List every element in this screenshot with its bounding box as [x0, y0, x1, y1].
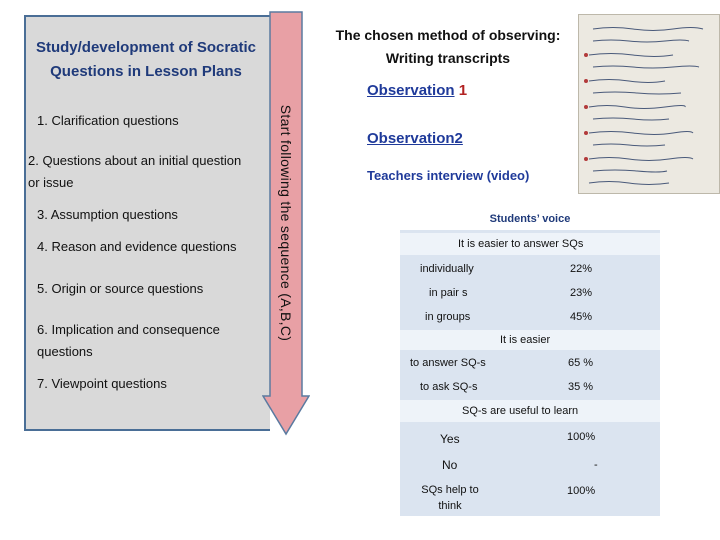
row-label: SQs help to think [421, 484, 479, 512]
row-value: 22% [570, 263, 593, 275]
question-item: 2. Questions about an initial question or issue [28, 153, 242, 190]
table-row [400, 206, 660, 230]
table-row [400, 352, 660, 374]
row-value: 100% [567, 431, 596, 443]
row-value: 45% [570, 311, 593, 323]
table-row [400, 306, 660, 328]
table-title: Students’ voice [489, 213, 571, 225]
question-item: 6. Implication and consequence questions [37, 322, 220, 359]
row-value: 23% [570, 287, 593, 299]
question-item: 7. Viewpoint questions [37, 376, 167, 391]
observation-1-link[interactable]: Observation 1 [367, 82, 468, 99]
row-label: in groups [425, 311, 471, 323]
question-item: 3. Assumption questions [37, 207, 178, 222]
table-row [400, 452, 660, 478]
students-voice-table [400, 206, 660, 516]
table-row [400, 282, 660, 304]
row-value: 100% [567, 485, 596, 497]
teachers-interview-link[interactable]: Teachers interview (video) [367, 168, 530, 183]
table-row [400, 233, 660, 255]
question-header: SQ-s are useful to learn [462, 405, 579, 417]
table-row [400, 376, 660, 398]
question-header: It is easier [500, 334, 551, 346]
row-label: No [442, 458, 458, 472]
row-label: individually [420, 263, 474, 275]
table-row [400, 330, 660, 350]
row-label: to ask SQ-s [420, 381, 478, 393]
table-row [400, 400, 660, 422]
row-value: 35 % [568, 381, 594, 393]
table-row [400, 424, 660, 450]
question-item: 5. Origin or source questions [37, 281, 204, 296]
row-value: - [594, 459, 598, 471]
row-label: Yes [440, 432, 460, 446]
row-label: to answer SQ-s [410, 357, 486, 369]
question-item: 1. Clarification questions [37, 113, 179, 128]
table-row [400, 258, 660, 280]
question-item: 4. Reason and evidence questions [37, 239, 237, 254]
table-row [400, 480, 660, 516]
observation-2-link[interactable]: Observation2 [367, 130, 463, 147]
handwritten-notes-photo [578, 14, 720, 194]
panel-title: Study/development of Socratic Questions in Lesson Plans [35, 39, 257, 80]
row-value: 65 % [568, 357, 594, 369]
row-label: in pair s [429, 287, 468, 299]
method-title: The chosen method of observing: Writing transcripts [335, 27, 561, 66]
question-header: It is easier to answer SQs [458, 238, 584, 250]
